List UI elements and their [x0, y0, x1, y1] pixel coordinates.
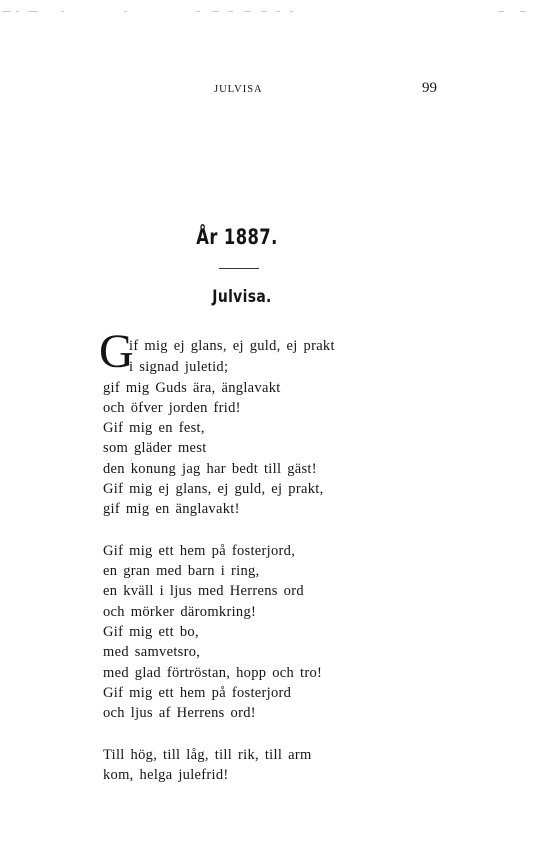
verse-line: Gif mig en fest, — [103, 420, 205, 436]
verse-line: och mörker däromkring! — [103, 604, 257, 620]
verse-line: Till hög, till låg, till rik, till arm — [103, 747, 312, 763]
verse-line: en gran med barn i ring, — [103, 563, 260, 579]
verse-line: med glad förtröstan, hopp och tro! — [103, 665, 323, 681]
section-rule — [219, 268, 259, 269]
verse-line: kom, helga julefrid! — [103, 767, 229, 783]
verse-line: i signad juletid; — [129, 359, 229, 375]
verse-line: en kväll i ljus med Herrens ord — [103, 583, 304, 599]
verse-line: med samvetsro, — [103, 644, 201, 660]
verse-line: och ljus af Herrens ord! — [103, 705, 256, 721]
verse-line: Gif mig ett hem på fosterjord — [103, 685, 292, 701]
verse-line: Gif mig ett hem på fosterjord, — [103, 543, 296, 559]
verse-line: Gif mig ej glans, ej guld, ej prakt, — [103, 481, 324, 497]
verse-line: som gläder mest — [103, 440, 207, 456]
scan-edge-specks — [0, 10, 544, 14]
page-number: 99 — [422, 80, 437, 96]
verse-line: Gif mig ett bo, — [103, 624, 199, 640]
verse-line: och öfver jorden frid! — [103, 400, 241, 416]
verse-line: gif mig Guds ära, änglavakt — [103, 380, 281, 396]
poem-title: Julvisa. — [212, 287, 272, 307]
running-head: JULVISA — [214, 84, 263, 95]
year-heading: År 1887. — [196, 225, 278, 249]
verse-line: den konung jag har bedt till gäst! — [103, 461, 317, 477]
drop-cap: G — [99, 325, 134, 378]
verse-line: gif mig en änglavakt! — [103, 501, 240, 517]
verse-line: if mig ej glans, ej guld, ej prakt — [129, 338, 335, 354]
